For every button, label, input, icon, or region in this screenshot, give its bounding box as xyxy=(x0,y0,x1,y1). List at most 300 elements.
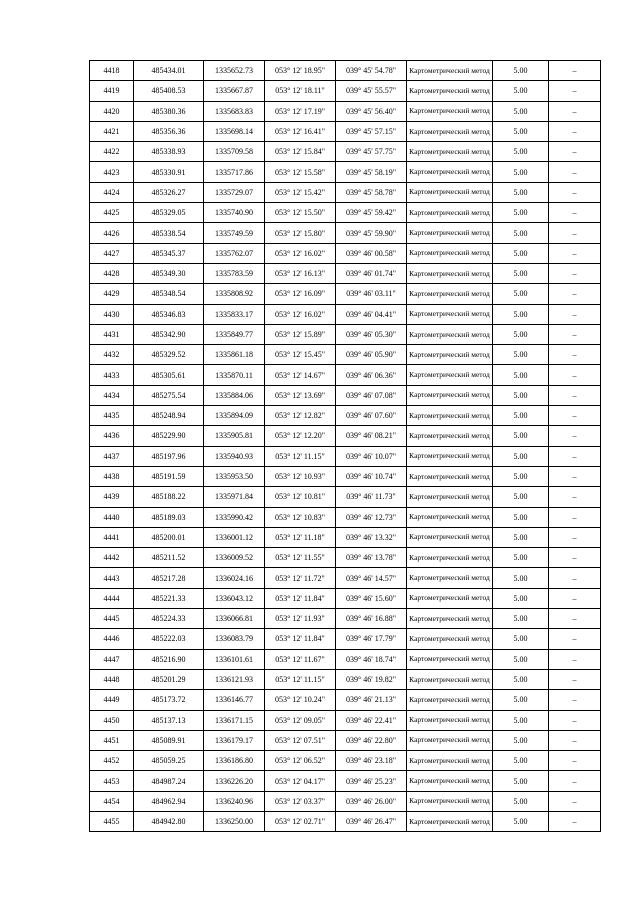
latitude-cell: 053° 12' 17.19" xyxy=(265,101,336,121)
accuracy-cell: 5.00 xyxy=(493,527,549,547)
latitude-cell: 053° 12' 16.02" xyxy=(265,243,336,263)
point-number-cell: 4448 xyxy=(90,669,134,689)
method-cell: Картометрический метод xyxy=(407,568,493,588)
accuracy-cell: 5.00 xyxy=(493,629,549,649)
longitude-cell: 039° 46' 05.30" xyxy=(336,324,407,344)
accuracy-cell: 5.00 xyxy=(493,771,549,791)
note-cell: – xyxy=(549,365,601,385)
x-coordinate-cell: 485345.37 xyxy=(134,243,204,263)
latitude-cell: 053° 12' 15.58" xyxy=(265,162,336,182)
longitude-cell: 039° 46' 13.78" xyxy=(336,548,407,568)
accuracy-cell: 5.00 xyxy=(493,730,549,750)
y-coordinate-cell: 1335905.81 xyxy=(204,426,265,446)
point-number-cell: 4433 xyxy=(90,365,134,385)
longitude-cell: 039° 46' 13.32" xyxy=(336,527,407,547)
x-coordinate-cell: 485329.05 xyxy=(134,203,204,223)
longitude-cell: 039° 46' 22.41" xyxy=(336,710,407,730)
y-coordinate-cell: 1336146.77 xyxy=(204,690,265,710)
longitude-cell: 039° 46' 07.60" xyxy=(336,406,407,426)
note-cell: – xyxy=(549,771,601,791)
table-row xyxy=(90,811,601,831)
latitude-cell: 053° 12' 15.45" xyxy=(265,345,336,365)
y-coordinate-cell: 1335652.73 xyxy=(204,61,265,81)
latitude-cell: 053° 12' 15.42" xyxy=(265,182,336,202)
longitude-cell: 039° 46' 17.79" xyxy=(336,629,407,649)
y-coordinate-cell: 1335894.09 xyxy=(204,406,265,426)
method-cell: Картометрический метод xyxy=(407,284,493,304)
x-coordinate-cell: 485248.94 xyxy=(134,406,204,426)
table-row xyxy=(90,710,601,730)
table-row xyxy=(90,690,601,710)
y-coordinate-cell: 1335971.84 xyxy=(204,487,265,507)
y-coordinate-cell: 1335667.87 xyxy=(204,81,265,101)
method-cell: Картометрический метод xyxy=(407,81,493,101)
longitude-cell: 039° 46' 23.18" xyxy=(336,751,407,771)
x-coordinate-cell: 485338.54 xyxy=(134,223,204,243)
note-cell: – xyxy=(549,507,601,527)
point-number-cell: 4421 xyxy=(90,121,134,141)
note-cell: – xyxy=(549,629,601,649)
note-cell: – xyxy=(549,406,601,426)
point-number-cell: 4437 xyxy=(90,446,134,466)
table-row xyxy=(90,142,601,162)
accuracy-cell: 5.00 xyxy=(493,568,549,588)
note-cell: – xyxy=(549,304,601,324)
accuracy-cell: 5.00 xyxy=(493,101,549,121)
point-number-cell: 4434 xyxy=(90,385,134,405)
x-coordinate-cell: 485329.52 xyxy=(134,345,204,365)
note-cell: – xyxy=(549,446,601,466)
point-number-cell: 4431 xyxy=(90,324,134,344)
longitude-cell: 039° 45' 57.75" xyxy=(336,142,407,162)
accuracy-cell: 5.00 xyxy=(493,203,549,223)
table-row xyxy=(90,61,601,81)
y-coordinate-cell: 1335749.59 xyxy=(204,223,265,243)
point-number-cell: 4422 xyxy=(90,142,134,162)
accuracy-cell: 5.00 xyxy=(493,710,549,730)
accuracy-cell: 5.00 xyxy=(493,223,549,243)
accuracy-cell: 5.00 xyxy=(493,324,549,344)
accuracy-cell: 5.00 xyxy=(493,243,549,263)
y-coordinate-cell: 1335683.83 xyxy=(204,101,265,121)
accuracy-cell: 5.00 xyxy=(493,690,549,710)
y-coordinate-cell: 1335740.90 xyxy=(204,203,265,223)
table-row xyxy=(90,81,601,101)
x-coordinate-cell: 485305.61 xyxy=(134,365,204,385)
longitude-cell: 039° 46' 25.23" xyxy=(336,771,407,791)
note-cell: – xyxy=(549,487,601,507)
coordinates-table-page xyxy=(89,60,601,832)
x-coordinate-cell: 485346.83 xyxy=(134,304,204,324)
latitude-cell: 053° 12' 03.37" xyxy=(265,791,336,811)
table-row xyxy=(90,609,601,629)
point-number-cell: 4420 xyxy=(90,101,134,121)
accuracy-cell: 5.00 xyxy=(493,811,549,831)
point-number-cell: 4438 xyxy=(90,466,134,486)
note-cell: – xyxy=(549,284,601,304)
point-number-cell: 4436 xyxy=(90,426,134,446)
longitude-cell: 039° 45' 59.42" xyxy=(336,203,407,223)
longitude-cell: 039° 46' 04.41" xyxy=(336,304,407,324)
point-number-cell: 4419 xyxy=(90,81,134,101)
point-number-cell: 4449 xyxy=(90,690,134,710)
point-number-cell: 4427 xyxy=(90,243,134,263)
longitude-cell: 039° 45' 57.15" xyxy=(336,121,407,141)
x-coordinate-cell: 485089.91 xyxy=(134,730,204,750)
note-cell: – xyxy=(549,385,601,405)
table-row xyxy=(90,182,601,202)
table-row xyxy=(90,669,601,689)
accuracy-cell: 5.00 xyxy=(493,609,549,629)
method-cell: Картометрический метод xyxy=(407,690,493,710)
method-cell: Картометрический метод xyxy=(407,649,493,669)
coordinates-table xyxy=(89,60,601,832)
y-coordinate-cell: 1335717.86 xyxy=(204,162,265,182)
y-coordinate-cell: 1336066.81 xyxy=(204,609,265,629)
accuracy-cell: 5.00 xyxy=(493,669,549,689)
method-cell: Картометрический метод xyxy=(407,61,493,81)
y-coordinate-cell: 1335870.11 xyxy=(204,365,265,385)
latitude-cell: 053° 12' 11.15" xyxy=(265,669,336,689)
longitude-cell: 039° 46' 26.47" xyxy=(336,811,407,831)
note-cell: – xyxy=(549,791,601,811)
longitude-cell: 039° 46' 01.74" xyxy=(336,263,407,283)
y-coordinate-cell: 1335990.42 xyxy=(204,507,265,527)
y-coordinate-cell: 1336083.79 xyxy=(204,629,265,649)
point-number-cell: 4450 xyxy=(90,710,134,730)
method-cell: Картометрический метод xyxy=(407,730,493,750)
latitude-cell: 053° 12' 11.15" xyxy=(265,446,336,466)
table-row xyxy=(90,365,601,385)
x-coordinate-cell: 485222.03 xyxy=(134,629,204,649)
x-coordinate-cell: 485211.52 xyxy=(134,548,204,568)
note-cell: – xyxy=(549,669,601,689)
method-cell: Картометрический метод xyxy=(407,223,493,243)
accuracy-cell: 5.00 xyxy=(493,162,549,182)
table-row xyxy=(90,588,601,608)
method-cell: Картометрический метод xyxy=(407,548,493,568)
table-row xyxy=(90,304,601,324)
longitude-cell: 039° 46' 07.08" xyxy=(336,385,407,405)
longitude-cell: 039° 46' 16.88" xyxy=(336,609,407,629)
method-cell: Картометрический метод xyxy=(407,811,493,831)
method-cell: Картометрический метод xyxy=(407,345,493,365)
longitude-cell: 039° 45' 55.57" xyxy=(336,81,407,101)
table-row xyxy=(90,385,601,405)
method-cell: Картометрический метод xyxy=(407,243,493,263)
note-cell: – xyxy=(549,243,601,263)
x-coordinate-cell: 485348.54 xyxy=(134,284,204,304)
point-number-cell: 4424 xyxy=(90,182,134,202)
longitude-cell: 039° 45' 56.40" xyxy=(336,101,407,121)
method-cell: Картометрический метод xyxy=(407,426,493,446)
x-coordinate-cell: 485197.96 xyxy=(134,446,204,466)
latitude-cell: 053° 12' 02.71" xyxy=(265,811,336,831)
note-cell: – xyxy=(549,426,601,446)
accuracy-cell: 5.00 xyxy=(493,121,549,141)
accuracy-cell: 5.00 xyxy=(493,751,549,771)
table-row xyxy=(90,263,601,283)
latitude-cell: 053° 12' 15.89" xyxy=(265,324,336,344)
x-coordinate-cell: 485188.22 xyxy=(134,487,204,507)
point-number-cell: 4441 xyxy=(90,527,134,547)
x-coordinate-cell: 484942.80 xyxy=(134,811,204,831)
point-number-cell: 4452 xyxy=(90,751,134,771)
table-row xyxy=(90,284,601,304)
note-cell: – xyxy=(549,324,601,344)
note-cell: – xyxy=(549,345,601,365)
point-number-cell: 4425 xyxy=(90,203,134,223)
longitude-cell: 039° 46' 06.36" xyxy=(336,365,407,385)
method-cell: Картометрический метод xyxy=(407,609,493,629)
y-coordinate-cell: 1335762.07 xyxy=(204,243,265,263)
longitude-cell: 039° 45' 54.78" xyxy=(336,61,407,81)
latitude-cell: 053° 12' 11.93" xyxy=(265,609,336,629)
latitude-cell: 053° 12' 04.17" xyxy=(265,771,336,791)
note-cell: – xyxy=(549,263,601,283)
method-cell: Картометрический метод xyxy=(407,751,493,771)
x-coordinate-cell: 484962.94 xyxy=(134,791,204,811)
point-number-cell: 4447 xyxy=(90,649,134,669)
method-cell: Картометрический метод xyxy=(407,203,493,223)
point-number-cell: 4418 xyxy=(90,61,134,81)
point-number-cell: 4442 xyxy=(90,548,134,568)
method-cell: Картометрический метод xyxy=(407,629,493,649)
y-coordinate-cell: 1336009.52 xyxy=(204,548,265,568)
longitude-cell: 039° 46' 10.74" xyxy=(336,466,407,486)
method-cell: Картометрический метод xyxy=(407,466,493,486)
longitude-cell: 039° 46' 10.07" xyxy=(336,446,407,466)
accuracy-cell: 5.00 xyxy=(493,385,549,405)
accuracy-cell: 5.00 xyxy=(493,406,549,426)
method-cell: Картометрический метод xyxy=(407,507,493,527)
table-row xyxy=(90,466,601,486)
longitude-cell: 039° 46' 21.13" xyxy=(336,690,407,710)
latitude-cell: 053° 12' 16.41" xyxy=(265,121,336,141)
x-coordinate-cell: 485216.90 xyxy=(134,649,204,669)
note-cell: – xyxy=(549,81,601,101)
x-coordinate-cell: 485191.59 xyxy=(134,466,204,486)
method-cell: Картометрический метод xyxy=(407,182,493,202)
x-coordinate-cell: 485229.90 xyxy=(134,426,204,446)
longitude-cell: 039° 46' 05.90" xyxy=(336,345,407,365)
table-row xyxy=(90,548,601,568)
latitude-cell: 053° 12' 14.67" xyxy=(265,365,336,385)
latitude-cell: 053° 12' 11.72" xyxy=(265,568,336,588)
y-coordinate-cell: 1336186.80 xyxy=(204,751,265,771)
x-coordinate-cell: 485217.28 xyxy=(134,568,204,588)
point-number-cell: 4445 xyxy=(90,609,134,629)
y-coordinate-cell: 1336001.12 xyxy=(204,527,265,547)
table-row xyxy=(90,426,601,446)
point-number-cell: 4435 xyxy=(90,406,134,426)
latitude-cell: 053° 12' 11.84" xyxy=(265,629,336,649)
method-cell: Картометрический метод xyxy=(407,588,493,608)
method-cell: Картометрический метод xyxy=(407,771,493,791)
table-row xyxy=(90,446,601,466)
y-coordinate-cell: 1335861.18 xyxy=(204,345,265,365)
y-coordinate-cell: 1335940.93 xyxy=(204,446,265,466)
y-coordinate-cell: 1335884.06 xyxy=(204,385,265,405)
x-coordinate-cell: 485338.93 xyxy=(134,142,204,162)
method-cell: Картометрический метод xyxy=(407,365,493,385)
table-row xyxy=(90,324,601,344)
y-coordinate-cell: 1336121.93 xyxy=(204,669,265,689)
accuracy-cell: 5.00 xyxy=(493,284,549,304)
y-coordinate-cell: 1336250.00 xyxy=(204,811,265,831)
y-coordinate-cell: 1336043.12 xyxy=(204,588,265,608)
longitude-cell: 039° 46' 19.82" xyxy=(336,669,407,689)
latitude-cell: 053° 12' 10.93" xyxy=(265,466,336,486)
accuracy-cell: 5.00 xyxy=(493,182,549,202)
table-body xyxy=(90,61,601,832)
point-number-cell: 4453 xyxy=(90,771,134,791)
latitude-cell: 053° 12' 15.84" xyxy=(265,142,336,162)
longitude-cell: 039° 46' 08.21" xyxy=(336,426,407,446)
note-cell: – xyxy=(549,203,601,223)
latitude-cell: 053° 12' 12.82" xyxy=(265,406,336,426)
x-coordinate-cell: 485380.36 xyxy=(134,101,204,121)
point-number-cell: 4429 xyxy=(90,284,134,304)
method-cell: Картометрический метод xyxy=(407,791,493,811)
table-row xyxy=(90,162,601,182)
point-number-cell: 4451 xyxy=(90,730,134,750)
note-cell: – xyxy=(549,588,601,608)
y-coordinate-cell: 1335833.17 xyxy=(204,304,265,324)
method-cell: Картометрический метод xyxy=(407,304,493,324)
note-cell: – xyxy=(549,690,601,710)
table-row xyxy=(90,649,601,669)
latitude-cell: 053° 12' 13.69" xyxy=(265,385,336,405)
table-row xyxy=(90,487,601,507)
y-coordinate-cell: 1336101.61 xyxy=(204,649,265,669)
table-row xyxy=(90,121,601,141)
latitude-cell: 053° 12' 10.24" xyxy=(265,690,336,710)
accuracy-cell: 5.00 xyxy=(493,649,549,669)
y-coordinate-cell: 1336179.17 xyxy=(204,730,265,750)
latitude-cell: 053° 12' 16.09" xyxy=(265,284,336,304)
method-cell: Картометрический метод xyxy=(407,162,493,182)
longitude-cell: 039° 46' 14.57" xyxy=(336,568,407,588)
accuracy-cell: 5.00 xyxy=(493,487,549,507)
note-cell: – xyxy=(549,182,601,202)
accuracy-cell: 5.00 xyxy=(493,507,549,527)
longitude-cell: 039° 46' 15.60" xyxy=(336,588,407,608)
latitude-cell: 053° 12' 09.05" xyxy=(265,710,336,730)
table-row xyxy=(90,791,601,811)
point-number-cell: 4440 xyxy=(90,507,134,527)
table-row xyxy=(90,406,601,426)
accuracy-cell: 5.00 xyxy=(493,466,549,486)
method-cell: Картометрический метод xyxy=(407,142,493,162)
note-cell: – xyxy=(549,710,601,730)
point-number-cell: 4446 xyxy=(90,629,134,649)
note-cell: – xyxy=(549,101,601,121)
accuracy-cell: 5.00 xyxy=(493,345,549,365)
point-number-cell: 4423 xyxy=(90,162,134,182)
latitude-cell: 053° 12' 07.51" xyxy=(265,730,336,750)
y-coordinate-cell: 1335698.14 xyxy=(204,121,265,141)
y-coordinate-cell: 1335953.50 xyxy=(204,466,265,486)
point-number-cell: 4426 xyxy=(90,223,134,243)
latitude-cell: 053° 12' 16.02" xyxy=(265,304,336,324)
accuracy-cell: 5.00 xyxy=(493,426,549,446)
table-row xyxy=(90,507,601,527)
method-cell: Картометрический метод xyxy=(407,101,493,121)
longitude-cell: 039° 46' 22.80" xyxy=(336,730,407,750)
accuracy-cell: 5.00 xyxy=(493,142,549,162)
y-coordinate-cell: 1336226.20 xyxy=(204,771,265,791)
method-cell: Картометрический метод xyxy=(407,710,493,730)
accuracy-cell: 5.00 xyxy=(493,81,549,101)
latitude-cell: 053° 12' 16.13" xyxy=(265,263,336,283)
latitude-cell: 053° 12' 10.83" xyxy=(265,507,336,527)
accuracy-cell: 5.00 xyxy=(493,304,549,324)
method-cell: Картометрический метод xyxy=(407,121,493,141)
longitude-cell: 039° 45' 58.78" xyxy=(336,182,407,202)
note-cell: – xyxy=(549,61,601,81)
point-number-cell: 4428 xyxy=(90,263,134,283)
accuracy-cell: 5.00 xyxy=(493,548,549,568)
x-coordinate-cell: 485201.29 xyxy=(134,669,204,689)
method-cell: Картометрический метод xyxy=(407,324,493,344)
x-coordinate-cell: 484987.24 xyxy=(134,771,204,791)
table-row xyxy=(90,771,601,791)
point-number-cell: 4439 xyxy=(90,487,134,507)
y-coordinate-cell: 1336171.15 xyxy=(204,710,265,730)
method-cell: Картометрический метод xyxy=(407,263,493,283)
method-cell: Картометрический метод xyxy=(407,385,493,405)
latitude-cell: 053° 12' 15.80" xyxy=(265,223,336,243)
x-coordinate-cell: 485173.72 xyxy=(134,690,204,710)
note-cell: – xyxy=(549,121,601,141)
x-coordinate-cell: 485356.36 xyxy=(134,121,204,141)
point-number-cell: 4444 xyxy=(90,588,134,608)
table-row xyxy=(90,101,601,121)
method-cell: Картометрический метод xyxy=(407,669,493,689)
note-cell: – xyxy=(549,568,601,588)
note-cell: – xyxy=(549,548,601,568)
note-cell: – xyxy=(549,649,601,669)
note-cell: – xyxy=(549,527,601,547)
y-coordinate-cell: 1335783.59 xyxy=(204,263,265,283)
note-cell: – xyxy=(549,466,601,486)
note-cell: – xyxy=(549,811,601,831)
method-cell: Картометрический метод xyxy=(407,487,493,507)
longitude-cell: 039° 46' 12.73" xyxy=(336,507,407,527)
y-coordinate-cell: 1336024.16 xyxy=(204,568,265,588)
note-cell: – xyxy=(549,751,601,771)
accuracy-cell: 5.00 xyxy=(493,446,549,466)
table-row xyxy=(90,568,601,588)
table-row xyxy=(90,730,601,750)
latitude-cell: 053° 12' 10.81" xyxy=(265,487,336,507)
x-coordinate-cell: 485342.90 xyxy=(134,324,204,344)
longitude-cell: 039° 45' 58.19" xyxy=(336,162,407,182)
table-row xyxy=(90,527,601,547)
x-coordinate-cell: 485059.25 xyxy=(134,751,204,771)
latitude-cell: 053° 12' 12.20" xyxy=(265,426,336,446)
point-number-cell: 4430 xyxy=(90,304,134,324)
x-coordinate-cell: 485137.13 xyxy=(134,710,204,730)
x-coordinate-cell: 485200.01 xyxy=(134,527,204,547)
x-coordinate-cell: 485349.30 xyxy=(134,263,204,283)
note-cell: – xyxy=(549,162,601,182)
table-row xyxy=(90,203,601,223)
method-cell: Картометрический метод xyxy=(407,406,493,426)
note-cell: – xyxy=(549,223,601,243)
latitude-cell: 053° 12' 18.95" xyxy=(265,61,336,81)
